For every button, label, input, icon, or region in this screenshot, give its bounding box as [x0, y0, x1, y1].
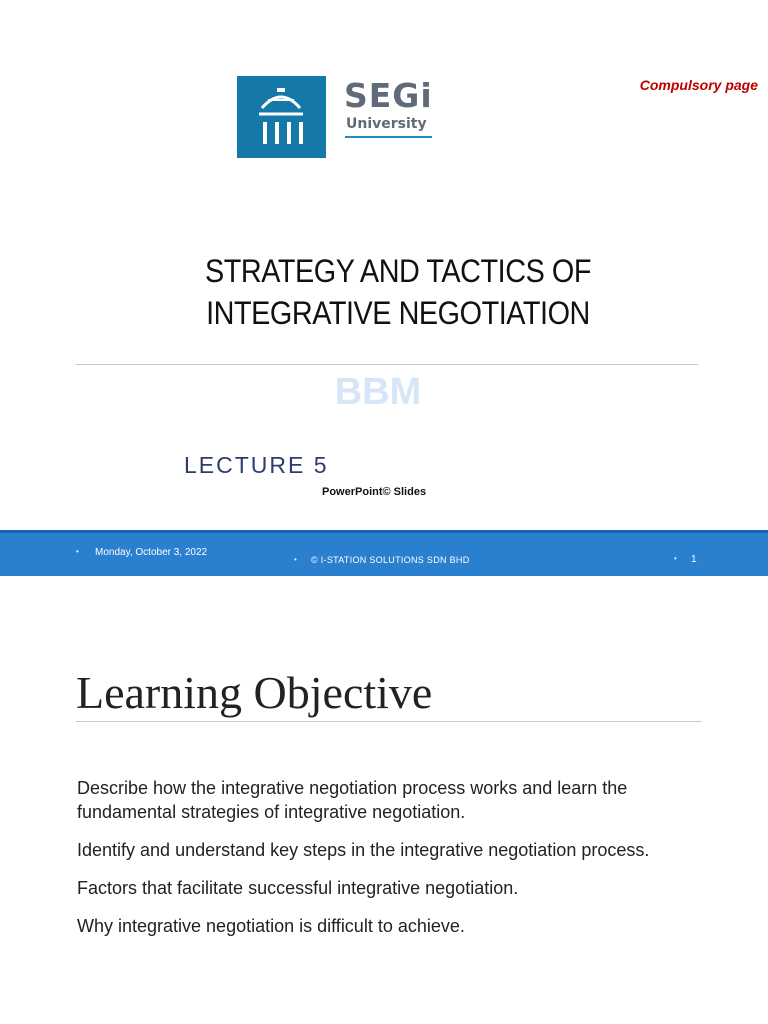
- segi-logo-icon: [237, 76, 326, 158]
- program-label: BBM: [334, 371, 422, 413]
- page-number: 1: [691, 554, 697, 565]
- objectives-title: Learning Objective: [76, 667, 433, 718]
- list-item: Why integrative negotiation is difficult to achieve.: [77, 916, 465, 936]
- bullet-icon: •: [674, 554, 677, 563]
- footer-bar: [0, 530, 768, 576]
- list-item: Describe how the integrative negotiation process works and learn the fundamental strategies of integrative negotiation.: [77, 778, 628, 822]
- objectives-slide: [0, 576, 768, 1024]
- list-item: Identify and understand key steps in the integrative negotiation process.: [77, 840, 650, 860]
- title-line-2: INTEGRATIVE NEGOTIATION: [206, 295, 590, 331]
- slide-title: [40, 250, 756, 334]
- bullet-icon: •: [76, 547, 79, 556]
- powerpoint-label: PowerPoint© Slides: [322, 486, 427, 498]
- bullet-icon: •: [294, 555, 297, 564]
- footer-date: Monday, October 3, 2022: [95, 547, 208, 558]
- lecture-label: LECTURE 5: [184, 452, 329, 478]
- footer-copyright: © I-STATION SOLUTIONS SDN BHD: [311, 555, 470, 565]
- logo-brand: SEGi: [344, 76, 433, 115]
- logo-subtitle: University: [346, 116, 427, 132]
- divider: [76, 364, 698, 365]
- compulsory-label: Compulsory page: [639, 77, 758, 93]
- divider: [76, 721, 702, 722]
- list-item: Factors that facilitate successful integrative negotiation.: [77, 878, 519, 898]
- objectives-list: [77, 776, 717, 952]
- title-line-1: STRATEGY AND TACTICS OF: [205, 253, 591, 289]
- logo-underline: [345, 136, 432, 138]
